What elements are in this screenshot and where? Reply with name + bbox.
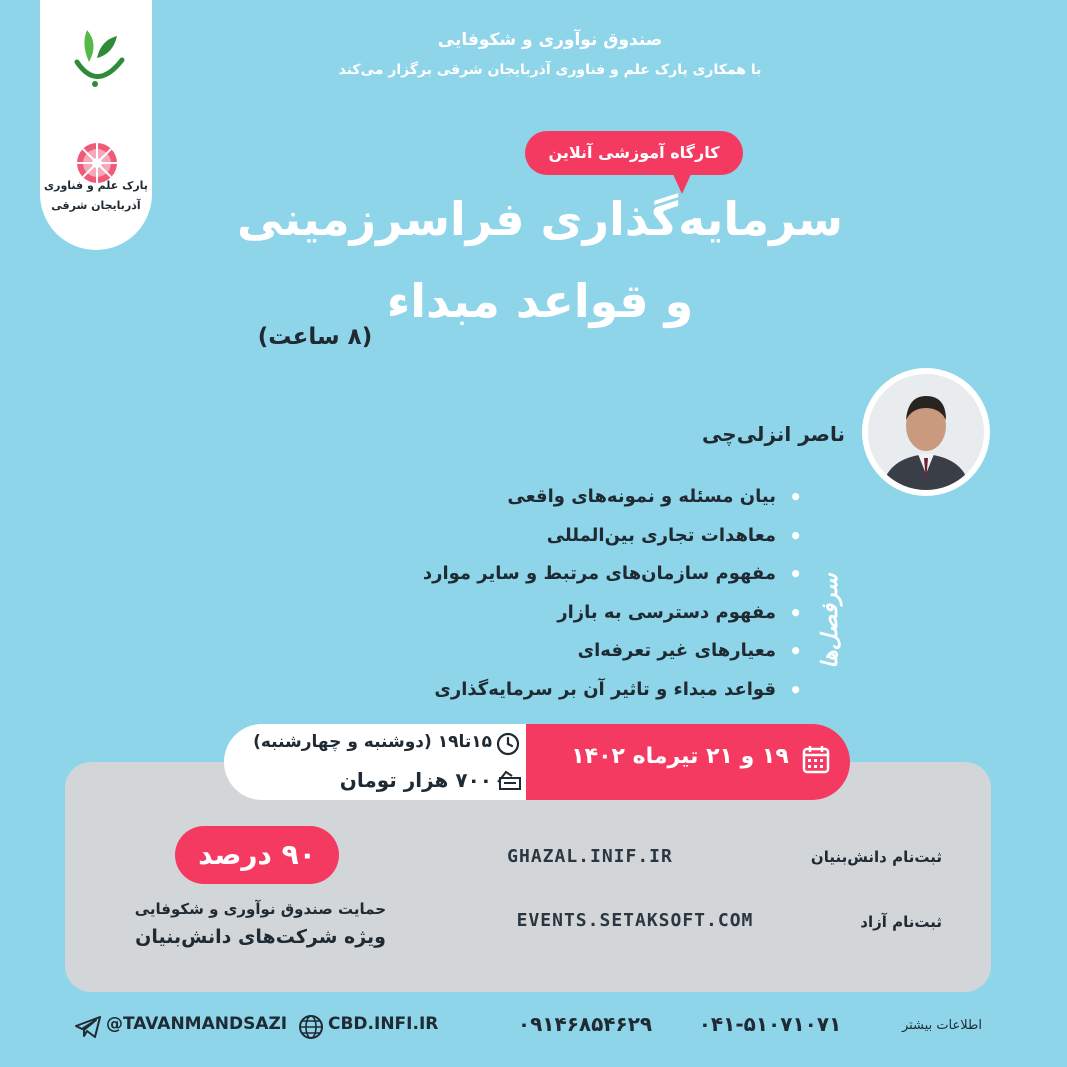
free-registration-link[interactable]: EVENTS.SETAKSOFT.COM xyxy=(516,910,754,931)
discount-badge: ۹۰ درصد xyxy=(175,826,339,884)
avatar xyxy=(868,374,984,490)
support-text: حمایت صندوق نوآوری و شکوفایی xyxy=(134,900,386,918)
collaboration-text: با همکاری پارک علم و فناوری آذربایجان شرقی برگزار می‌کند xyxy=(338,62,762,78)
badge-tail xyxy=(672,172,692,194)
list-item: • مفهوم سازمان‌های مرتبط و سایر موارد xyxy=(300,555,810,594)
leaf-logo-icon xyxy=(67,22,127,106)
workshop-title-line2: و قواعد مبداء xyxy=(386,274,694,328)
calendar-icon xyxy=(802,744,830,774)
telegram-link[interactable]: @TAVANMANDSAZI xyxy=(106,1014,288,1034)
more-info-label: اطلاعات بیشتر xyxy=(901,1018,982,1033)
workshop-badge: کارگاه آموزشی آنلاین xyxy=(525,131,743,175)
globe-icon xyxy=(298,1014,324,1040)
event-date: ۱۹ و ۲۱ تیرماه ۱۴۰۲ xyxy=(571,744,789,769)
knowledge-registration-label: ثبت‌نام دانش‌بنیان xyxy=(810,848,942,866)
science-park-name xyxy=(40,176,152,216)
speaker-name: ناصر انزلی‌چی xyxy=(702,422,845,446)
list-item: • معاهدات تجاری بین‌المللی xyxy=(300,517,810,556)
money-icon xyxy=(496,768,522,792)
innovation-fund-logo xyxy=(56,8,138,126)
speaker-photo xyxy=(862,368,990,496)
event-price: ۷۰۰ هزار تومان xyxy=(339,768,492,792)
website-link[interactable]: CBD.INFI.IR xyxy=(328,1014,439,1034)
phone-landline[interactable]: ۰۴۱-۵۱۰۷۱۰۷۱ xyxy=(698,1012,842,1036)
clock-icon xyxy=(496,732,520,756)
list-item: • مفهوم دسترسی به بازار xyxy=(300,594,810,633)
syllabus-list xyxy=(300,478,810,709)
list-item: • بیان مسئله و نمونه‌های واقعی xyxy=(300,478,810,517)
event-time: ۱۵تا۱۹ (دوشنبه و چهارشنبه) xyxy=(253,732,492,752)
list-item: • معیارهای غیر تعرفه‌ای xyxy=(300,632,810,671)
park-line1: پارک علم و فناوری xyxy=(44,179,148,192)
fund-name: صندوق نوآوری و شکوفایی xyxy=(437,30,663,50)
person-silhouette-icon xyxy=(868,374,984,490)
free-registration-label: ثبت‌نام آزاد xyxy=(860,913,942,931)
telegram-icon xyxy=(74,1015,102,1039)
park-line2: آذربایجان شرقی xyxy=(51,199,141,212)
workshop-duration: (۸ ساعت) xyxy=(257,324,373,350)
syllabus-label: سرفصل‌ها xyxy=(818,573,843,669)
phone-mobile[interactable]: ۰۹۱۴۶۸۵۴۶۲۹ xyxy=(517,1012,653,1036)
knowledge-registration-link[interactable]: GHAZAL.INIF.IR xyxy=(507,846,673,867)
list-item: • قواعد مبداء و تاثیر آن بر سرمایه‌گذاری xyxy=(300,671,810,710)
workshop-title-line1: سرمایه‌گذاری فراسرزمینی xyxy=(237,192,843,246)
eligibility-text: ویژه شرکت‌های دانش‌بنیان xyxy=(135,926,386,948)
